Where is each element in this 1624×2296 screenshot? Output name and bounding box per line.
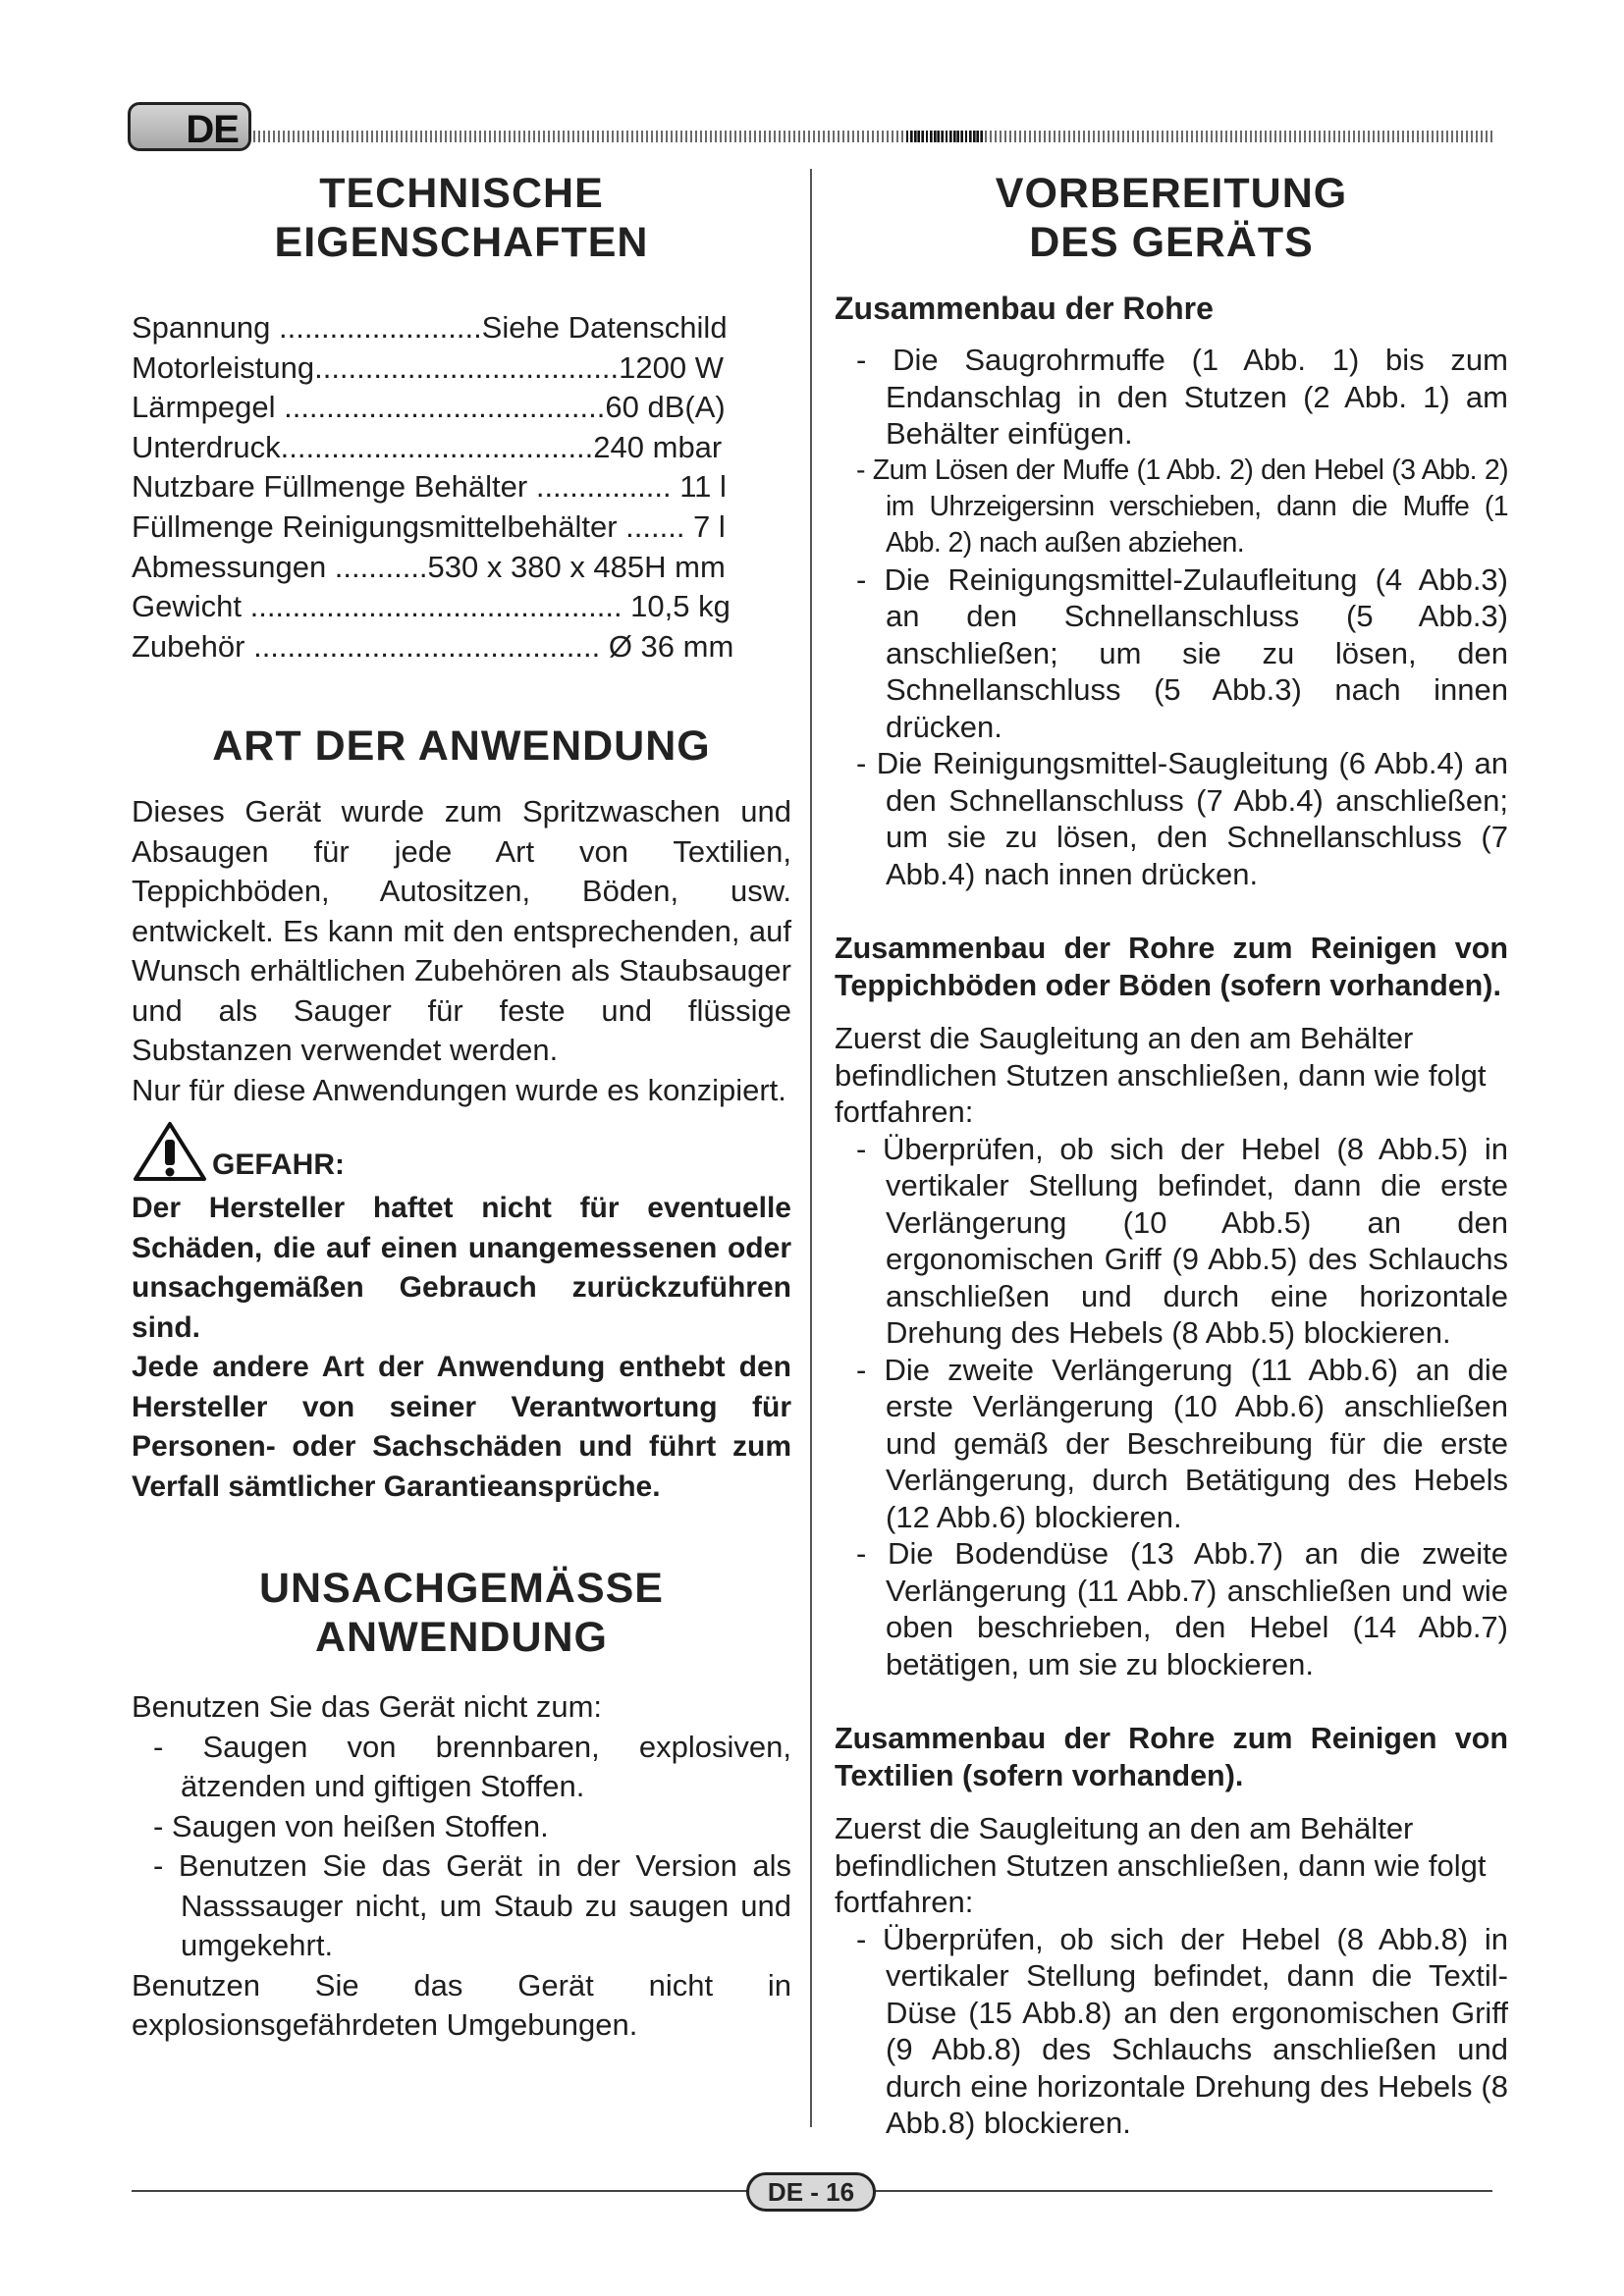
misuse-intro: Benutzen Sie das Gerät nicht zum: <box>132 1689 603 1725</box>
list-item: - Überprüfen, ob sich der Hebel (8 Abb.8) in vertikaler Stellung befindet, dann die Textil-Düse (15 Abb.8) an den ergonomischen Griff (9 Abb.8) des Schlauchs anschließen und durch eine horizontale Drehung des Hebels (8 Abb.8) blockieren. <box>856 1921 1508 2140</box>
danger-label: GEFAHR: <box>212 1148 345 1182</box>
list-item: - Die Saugrohrmuffe (1 Abb. 1) bis zum Endanschlag in den Stutzen (2 Abb. 1) am Behälter einfügen. <box>856 343 1508 451</box>
list-item: - Saugen von heißen Stoffen. <box>153 1808 549 1843</box>
spec-line: Abmessungen ...........530 x 380 x 485H mm <box>132 549 726 584</box>
usage-paragraph: Dieses Gerät wurde zum Spritzwaschen und Absaugen für jede Art von Textilien, Teppichböden, Autositzen, Böden, usw. entwickelt. Es kann mit den entsprechenden, auf Wunsch erhältlichen Zubehören als Staubsauger und als Sauger für feste und flüssige Substanzen verwendet werden. <box>132 794 791 1068</box>
danger-heading <box>132 1120 791 1183</box>
list-item: - Die Reinigungsmittel-Saugleitung (6 Abb.4) an den Schnellanschluss (7 Abb.4) anschließen; um sie zu lösen, den Schnellanschluss (7 Abb.4) nach innen drücken. <box>856 746 1508 891</box>
misuse-outro: Benutzen Sie das Gerät nicht in explosionsgefährdeten Umgebungen. <box>132 1967 791 2043</box>
usage-heading: ART DER ANWENDUNG <box>212 722 711 771</box>
warning-triangle-icon <box>132 1120 208 1183</box>
page-number: DE - 16 <box>746 2172 876 2212</box>
header-rule <box>253 131 1492 142</box>
language-tab <box>128 102 251 151</box>
list-item: - Die Bodendüse (13 Abb.7) an die zweite Verlängerung (11 Abb.7) anschließen und wie oben beschrieben, den Hebel (14 Abb.7) betätigen, um sie zu blockieren. <box>856 1536 1508 1682</box>
misuse-heading: UNSACHGEMÄSSE ANWENDUNG <box>259 1565 664 1662</box>
spec-line: Unterdruck.....................................240 mbar <box>132 429 723 464</box>
spec-line: Zubehör ......................................... Ø 36 mm <box>132 628 734 664</box>
floor-assembly-heading: Zusammenbau der Rohre zum Reinigen von Teppichböden oder Böden (sofern vorhanden). <box>835 932 1508 1002</box>
assembly-heading: Zusammenbau der Rohre <box>835 291 1214 326</box>
right-column <box>835 169 1508 2142</box>
spec-line: Füllmenge Reinigungsmittelbehälter ....... 7 l <box>132 508 726 544</box>
danger-text-2: Jede andere Art der Anwendung enthebt den Hersteller von seiner Verantwortung für Personen- oder Sachschäden und führt zum Verfall sämtlicher Garantieansprüche. <box>132 1351 791 1503</box>
list-item: - Überprüfen, ob sich der Hebel (8 Abb.5) in vertikaler Stellung befindet, dann die erste Verlängerung (10 Abb.5) an den ergonomischen Griff (9 Abb.5) des Schlauchs anschließen und durch eine horizontale Drehung des Hebels (8 Abb.5) blockieren. <box>856 1131 1508 1350</box>
spec-line: Spannung ........................Siehe Datenschild <box>132 310 728 345</box>
spec-line: Nutzbare Füllmenge Behälter ................ 11 l <box>132 469 727 505</box>
spec-line: Motorleistung....................................1200 W <box>132 349 724 385</box>
danger-text: Der Hersteller haftet nicht für eventuelle Schäden, die auf einen unangemessenen oder unsachgemäßen Gebrauch zurückzuführen sind. <box>132 1192 791 1344</box>
left-column <box>132 169 791 2046</box>
spec-line: Gewicht ............................................ 10,5 kg <box>132 589 731 624</box>
spec-line: Lärmpegel ......................................60 dB(A) <box>132 390 726 425</box>
textile-assembly-heading: Zusammenbau der Rohre zum Reinigen von Textilien (sofern vorhanden). <box>835 1722 1508 1792</box>
list-item: - Zum Lösen der Muffe (1 Abb. 2) den Hebel (3 Abb. 2) im Uhrzeigersinn verschieben, dann die Muffe (1 Abb. 2) nach außen abziehen. <box>856 454 1508 559</box>
list-item: - Saugen von brennbaren, explosiven, ätzenden und giftigen Stoffen. <box>153 1729 791 1804</box>
technical-specs-heading: TECHNISCHE EIGENSCHAFTEN <box>274 170 649 266</box>
list-item: - Die zweite Verlängerung (11 Abb.6) an die erste Verlängerung (10 Abb.6) anschließen und gemäß der Beschreibung für die erste Verlängerung, durch Betätigung des Hebels (12 Abb.6) blockieren. <box>856 1352 1508 1534</box>
textile-intro: Zuerst die Saugleitung an den am Behälter befindlichen Stutzen anschließen, dann wie folgt fortfahren: <box>835 1811 1487 1919</box>
floor-intro: Zuerst die Saugleitung an den am Behälter befindlichen Stutzen anschließen, dann wie folgt fortfahren: <box>835 1021 1487 1129</box>
spec-list <box>132 308 791 667</box>
list-item: - Die Reinigungsmittel-Zulaufleitung (4 Abb.3) an den Schnellanschluss (5 Abb.3) anschließen; um sie zu lösen, den Schnellanschluss (5 Abb.3) nach innen drücken. <box>856 561 1508 744</box>
column-divider <box>810 169 812 2127</box>
usage-paragraph-2: Nur für diese Anwendungen wurde es konzipiert. <box>132 1072 786 1107</box>
language-label: DE <box>186 108 239 151</box>
list-item: - Benutzen Sie das Gerät in der Version als Nasssauger nicht, um Staub zu saugen und umgekehrt. <box>153 1848 791 1963</box>
preparation-heading: VORBEREITUNG DES GERÄTS <box>995 170 1348 266</box>
